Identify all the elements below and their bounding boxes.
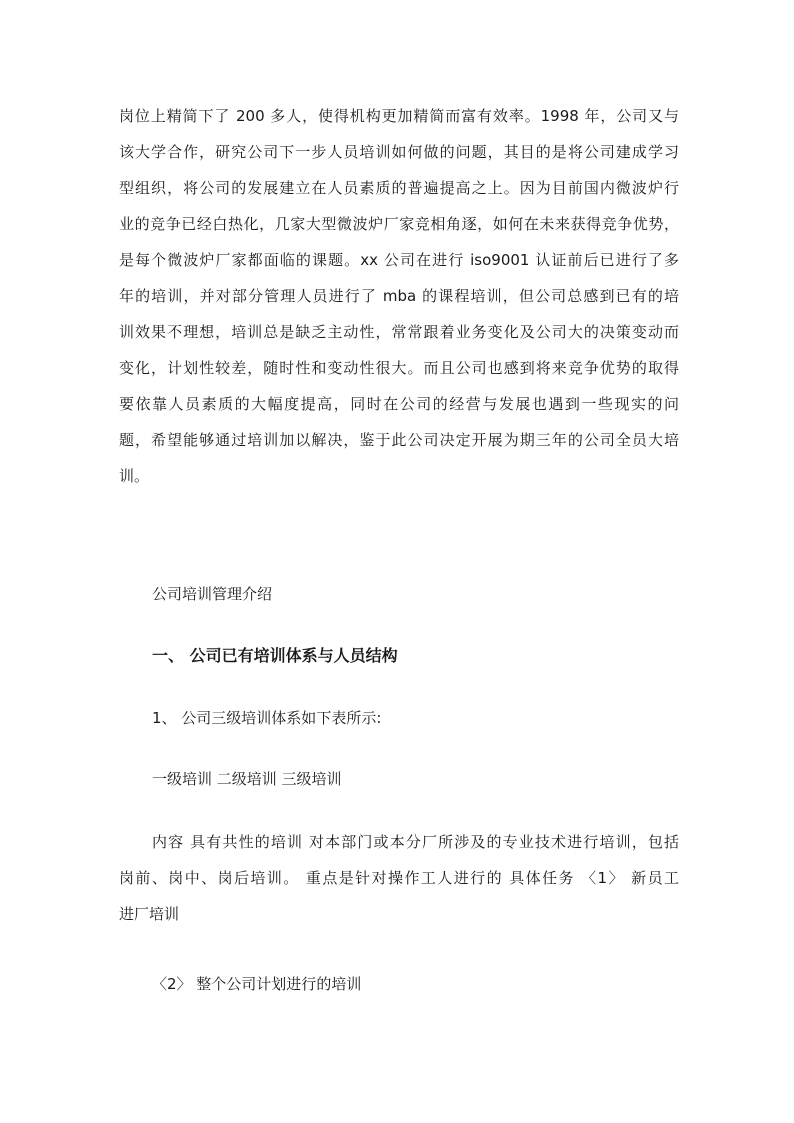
paragraph-line: 是每个微波炉厂家都面临的课题。xx 公司在进行 iso9001 认证前后已进行了多	[119, 251, 679, 269]
paragraph-line: 年的培训，并对部分管理人员进行了 mba 的课程培训，但公司总感到已有的培	[119, 287, 679, 305]
paragraph-line: 变化，计划性较差，随时性和变动性很大。而且公司也感到将来竞争优势的取得	[119, 359, 679, 377]
section-heading-1: 一、 公司已有培训体系与人员结构	[152, 646, 398, 665]
paragraph-line: 型组织，将公司的发展建立在人员素质的普遍提高之上。因为目前国内微波炉行	[119, 179, 679, 197]
paragraph-line: 岗位上精简下了 200 多人，使得机构更加精简而富有效率。1998 年，公司又与	[119, 107, 679, 125]
list-item-2: 〈2〉 整个公司计划进行的培训	[152, 975, 362, 993]
training-levels: 一级培训 二级培训 三级培训	[152, 770, 342, 788]
body-paragraph-2	[119, 824, 679, 932]
list-item-1: 1、 公司三级培训体系如下表所示:	[152, 709, 382, 727]
paragraph-line: 该大学合作，研究公司下一步人员培训如何做的问题，其目的是将公司建成学习	[119, 143, 679, 161]
paragraph-line: 岗前、岗中、岗后培训。 重点是针对操作工人进行的 具体任务 〈1〉 新员工	[119, 869, 679, 887]
body-paragraph-1	[119, 98, 679, 494]
paragraph-line: 进厂培训	[119, 905, 180, 923]
paragraph-line: 训。	[119, 467, 150, 485]
paragraph-line: 业的竞争已经白热化，几家大型微波炉厂家竞相角逐，如何在未来获得竞争优势，	[119, 215, 679, 233]
section-title: 公司培训管理介绍	[152, 585, 273, 603]
paragraph-line: 训效果不理想，培训总是缺乏主动性，常常跟着业务变化及公司大的决策变动而	[119, 323, 679, 341]
paragraph-line: 内容 具有共性的培训 对本部门或本分厂所涉及的专业技术进行培训，包括	[152, 833, 679, 851]
paragraph-line: 要依靠人员素质的大幅度提高，同时在公司的经营与发展也遇到一些现实的问	[119, 395, 679, 413]
paragraph-line: 题，希望能够通过培训加以解决，鉴于此公司决定开展为期三年的公司全员大培	[119, 431, 679, 449]
